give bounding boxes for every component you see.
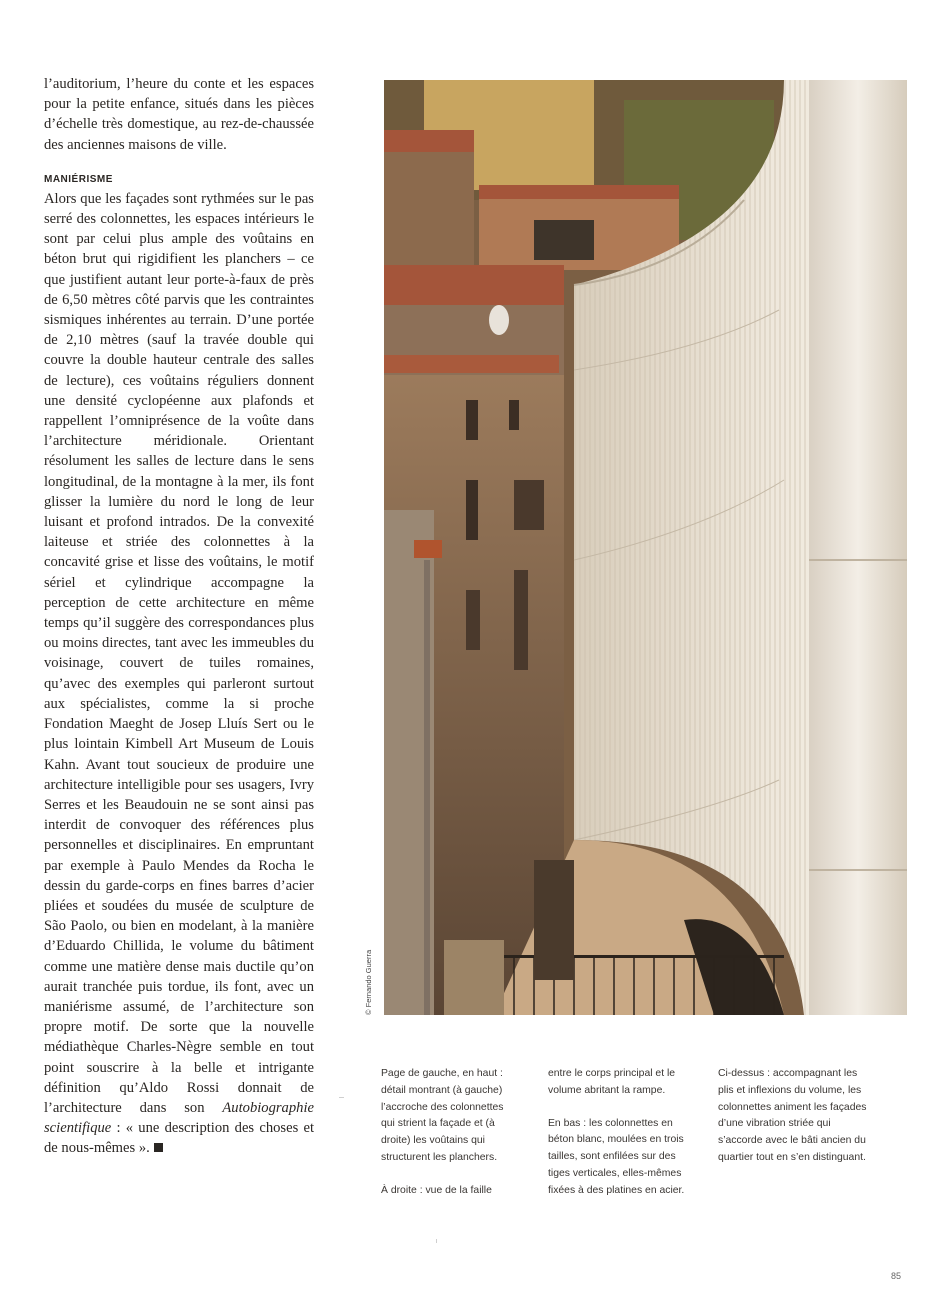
scan-mark bbox=[436, 1239, 437, 1243]
section-heading: MANIÉRISME bbox=[44, 173, 113, 185]
photo-credit: © Fernando Guerra bbox=[364, 949, 373, 1015]
caption-paragraph: En bas : les colonnettes en béton blanc, moulées en trois tailles, sont enfilées sur des tiges verticales, elles-mêmes fixées à des platines en acier. bbox=[548, 1117, 685, 1196]
body-text-1: Alors que les façades sont rythmées sur le pas serré des colonnettes, les espaces intérieurs le sont par celui plus ample des voûtains en béton brut qui rigidifient les planchers – ce que justifient autant leur porte-à-faux de près de 6,50 mètres côté parvis que les contraintes sismiques inhérentes au terrain. D’une portée de 2,10 mètres (sauf la travée double qui couvre la double hauteur centrale des salles de lecture), ces voûtains réguliers donnent une densité cyclopéenne aux plafonds et rappellent l’omniprésence de la voûte dans l’architecture méridionale. Orientant résolument les salles de lecture dans le sens longitudinal, de la montagne à la mer, ils font glisser la lumière du nord le long de leur luisant et profond intrados. De la convexité laiteuse et striée des colonnettes à la concavité grise et lisse des voûtains, le motif sériel et cylindrique accompagne la perception de cette architecture en même temps qu’il suggère des correspondances plus ou moins directes, tant avec les immeubles du voisinage, couvert de tuiles romaines, qu’avec des exemples qui parleront surtout aux spécialistes, comme la si proche Fondation Maeght de Josep Lluís Sert ou le plus lointain Kimbell Art Museum de Louis Kahn. Avant tout soucieux de produire une architecture intelligible pour ses usagers, Ivry Serres et les Beaudouin ne se sont ainsi pas interdit de convoquer des références plus personnelles et disciplinaires. En empruntant par exemple à Paulo Mendes da Rocha le dessin du garde-corps en fines barres d’acier pliées et soudées du musée de sculpture de São Paolo, ou bien en modelant, à la manière d’Eduardo Chillida, le volume du bâtiment comme une matière dense mais ductile qu’on aurait tranchée puis tordue, ils font, avec un maniérisme assumé, de l’architecture son propre motif. De sorte que la nouvelle médiathèque Charles-Nègre semble en tout point souscrire à la belle et intrigante définition qu’Aldo Rossi donnait de l’architecture dans son bbox=[44, 190, 314, 1116]
caption-column-1 bbox=[381, 1066, 516, 1216]
body-text-2: : « une description des choses et de nous-mêmes ». bbox=[44, 1120, 314, 1157]
intro-paragraph: l’auditorium, l’heure du conte et les espaces pour la petite enfance, situés dans les pièces d’échelle très domestique, au rez-de-chaussée des anciennes maisons de ville. bbox=[44, 76, 314, 153]
body-paragraph bbox=[44, 189, 314, 1159]
end-mark bbox=[154, 1143, 163, 1152]
book-title: Autobiographie scientifique bbox=[44, 1099, 314, 1137]
caption-column-2 bbox=[548, 1066, 688, 1216]
scan-mark bbox=[339, 1097, 344, 1098]
page-number: 85 bbox=[890, 1271, 901, 1281]
caption-paragraph: À droite : vue de la faille bbox=[381, 1184, 492, 1196]
caption-column-3 bbox=[718, 1066, 868, 1183]
article-text-column bbox=[44, 74, 314, 1159]
caption-paragraph: entre le corps principal et le volume abritant la rampe. bbox=[548, 1068, 676, 1096]
building-photo bbox=[384, 80, 907, 1015]
caption-paragraph: Ci-dessus : accompagnant les plis et inflexions du volume, les colonnettes animent les façades d’une vibration striée qui s’accorde avec le bâti ancien du quartier tout en s’en distinguant. bbox=[718, 1068, 867, 1163]
caption-paragraph: Page de gauche, en haut : détail montrant (à gauche) l’accroche des colonnettes qui strient la façade et (à droite) les voûtains qui structurent les planchers. bbox=[381, 1068, 504, 1163]
